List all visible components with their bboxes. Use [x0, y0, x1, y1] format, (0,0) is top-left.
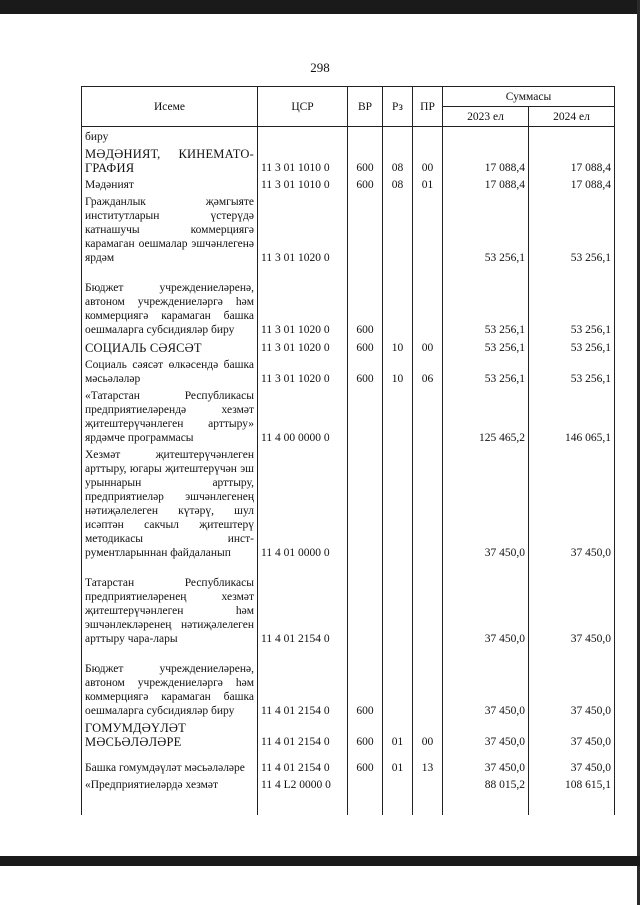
row-vr — [348, 192, 383, 265]
row-sum-2024: 146 065,1 — [529, 386, 615, 445]
row-csr: 11 4 01 2154 0 — [258, 560, 348, 646]
row-vr — [348, 386, 383, 445]
row-rz — [383, 445, 413, 560]
row-sum-2024: 53 256,1 — [529, 192, 615, 265]
row-csr: 11 4 01 2154 0 — [258, 646, 348, 718]
row-name: СОЦИАЛЬ СӘЯСӘТ — [82, 337, 258, 355]
row-sum-2024: 17 088,4 — [529, 144, 615, 175]
row-sum-2023 — [443, 127, 529, 145]
row-sum-2023: 125 465,2 — [443, 386, 529, 445]
row-rz — [383, 560, 413, 646]
row-sum-2023: 53 256,1 — [443, 265, 529, 337]
row-sum-2024: 37 450,0 — [529, 560, 615, 646]
row-name: Бюджет учреждениеләренә, автоном учреждениеләргә һәм коммерциягә карамаган башка оешмаларга субсидияләр биру — [82, 646, 258, 718]
row-rz — [383, 192, 413, 265]
row-name: Бюджет учреждениеләренә, автоном учреждениеләргә һәм коммерциягә карамаган башка оешмаларга субсидияләр биру — [82, 265, 258, 337]
row-vr: 600 — [348, 718, 383, 749]
row-sum-2024: 108 615,1 — [529, 775, 615, 815]
table-row — [82, 192, 615, 265]
row-pr: 06 — [413, 355, 443, 386]
scan-top-edge — [0, 0, 640, 14]
row-sum-2024: 37 450,0 — [529, 718, 615, 749]
row-vr: 600 — [348, 337, 383, 355]
row-sum-2023: 37 450,0 — [443, 749, 529, 775]
row-name: Татарстан Республикасы предприятиеләренең хезмәт җитештерүчәнлеген һәм эшчәнлекләренең нәтиҗәлелеген арттыру чара-лары — [82, 560, 258, 646]
row-name: МӘДӘНИЯТ, КИНЕМАТО-ГРАФИЯ — [82, 144, 258, 175]
header-rz: Рз — [383, 87, 413, 127]
row-rz: 10 — [383, 337, 413, 355]
row-csr: 11 4 01 2154 0 — [258, 718, 348, 749]
row-name: Башка гомумдәүләт мәсьәләләре — [82, 749, 258, 775]
row-pr — [413, 127, 443, 145]
row-csr: 11 3 01 1020 0 — [258, 355, 348, 386]
row-pr: 00 — [413, 144, 443, 175]
row-vr — [348, 775, 383, 815]
scan-bottom-edge — [0, 856, 640, 866]
row-vr: 600 — [348, 265, 383, 337]
row-sum-2024: 37 450,0 — [529, 646, 615, 718]
row-rz: 10 — [383, 355, 413, 386]
row-csr: 11 4 01 2154 0 — [258, 749, 348, 775]
row-sum-2024: 53 256,1 — [529, 337, 615, 355]
row-pr: 13 — [413, 749, 443, 775]
header-csr: ЦСР — [258, 87, 348, 127]
table-row — [82, 749, 615, 775]
row-csr: 11 3 01 1010 0 — [258, 144, 348, 175]
row-csr: 11 3 01 1010 0 — [258, 175, 348, 192]
row-pr — [413, 775, 443, 815]
table-row — [82, 127, 615, 145]
table-row — [82, 718, 615, 749]
row-pr — [413, 265, 443, 337]
row-pr: 01 — [413, 175, 443, 192]
row-sum-2023: 17 088,4 — [443, 175, 529, 192]
row-sum-2024: 37 450,0 — [529, 749, 615, 775]
row-pr: 00 — [413, 337, 443, 355]
row-sum-2024: 53 256,1 — [529, 265, 615, 337]
row-pr — [413, 386, 443, 445]
row-rz: 01 — [383, 718, 413, 749]
row-vr: 600 — [348, 749, 383, 775]
row-name: биру — [82, 127, 258, 145]
row-pr — [413, 646, 443, 718]
header-vr: ВР — [348, 87, 383, 127]
row-csr: 11 3 01 1020 0 — [258, 337, 348, 355]
row-pr: 00 — [413, 718, 443, 749]
row-vr: 600 — [348, 144, 383, 175]
row-pr — [413, 192, 443, 265]
row-csr: 11 3 01 1020 0 — [258, 265, 348, 337]
table-row — [82, 175, 615, 192]
page-number: 298 — [310, 60, 330, 75]
row-csr: 11 4 L2 0000 0 — [258, 775, 348, 815]
row-vr: 600 — [348, 355, 383, 386]
row-csr: 11 4 00 0000 0 — [258, 386, 348, 445]
row-csr: 11 4 01 0000 0 — [258, 445, 348, 560]
row-name: ГОМУМДӘҮЛӘТ МӘСЬӘЛӘЛӘРЕ — [82, 718, 258, 749]
row-rz — [383, 646, 413, 718]
row-sum-2023: 53 256,1 — [443, 337, 529, 355]
row-name: «Предприятиеләрдә хезмәт — [82, 775, 258, 815]
row-sum-2023: 53 256,1 — [443, 355, 529, 386]
table-row — [82, 775, 615, 815]
row-pr — [413, 560, 443, 646]
table-body — [82, 127, 615, 816]
budget-table — [81, 86, 615, 815]
row-csr: 11 3 01 1020 0 — [258, 192, 348, 265]
row-vr: 600 — [348, 175, 383, 192]
row-sum-2023: 17 088,4 — [443, 144, 529, 175]
row-vr — [348, 560, 383, 646]
table-row — [82, 560, 615, 646]
table-row — [82, 386, 615, 445]
row-rz: 01 — [383, 749, 413, 775]
row-name: Хезмәт җитештерүчәнлеген арттыру, югары җитештерүчән эш урыннарын арттыру, предприятиеләр эшчәнлегенең нәтиҗәлелеген күтәрү, шул исәптән сакчыл җитештерү методикасы инст-рументларыннан файдаланып — [82, 445, 258, 560]
row-name: Социаль сәясәт өлкәсендә башка мәсьәләләр — [82, 355, 258, 386]
row-sum-2023: 53 256,1 — [443, 192, 529, 265]
row-rz — [383, 265, 413, 337]
table-header — [82, 87, 615, 127]
row-name: Мәдәният — [82, 175, 258, 192]
row-vr — [348, 127, 383, 145]
row-name: «Татарстан Республикасы предприятиеләрендә хезмәт җитештерүчәнлеген арттыру» ярдәмче программасы — [82, 386, 258, 445]
row-sum-2023: 37 450,0 — [443, 445, 529, 560]
row-pr — [413, 445, 443, 560]
row-sum-2024: 53 256,1 — [529, 355, 615, 386]
row-sum-2024: 37 450,0 — [529, 445, 615, 560]
row-sum-2023: 37 450,0 — [443, 646, 529, 718]
table-row — [82, 337, 615, 355]
row-vr — [348, 445, 383, 560]
row-rz — [383, 775, 413, 815]
header-year-2023: 2023 ел — [443, 107, 529, 127]
table-row — [82, 445, 615, 560]
row-name: Гражданлык җәмгыяте институтларын үстерүдә катнашучы коммерциягә карамаган оешмалар эшчәнлегенә ярдәм — [82, 192, 258, 265]
table-row — [82, 355, 615, 386]
row-rz — [383, 127, 413, 145]
header-name: Исеме — [82, 87, 258, 127]
table-row — [82, 265, 615, 337]
row-sum-2023: 37 450,0 — [443, 560, 529, 646]
header-year-2024: 2024 ел — [529, 107, 615, 127]
table-row — [82, 646, 615, 718]
header-pr: ПР — [413, 87, 443, 127]
row-sum-2024 — [529, 127, 615, 145]
row-sum-2024: 17 088,4 — [529, 175, 615, 192]
row-csr — [258, 127, 348, 145]
row-rz: 08 — [383, 144, 413, 175]
row-rz: 08 — [383, 175, 413, 192]
row-sum-2023: 37 450,0 — [443, 718, 529, 749]
row-rz — [383, 386, 413, 445]
table-row — [82, 144, 615, 175]
row-sum-2023: 88 015,2 — [443, 775, 529, 815]
header-sums: Суммасы — [443, 87, 615, 107]
row-vr: 600 — [348, 646, 383, 718]
